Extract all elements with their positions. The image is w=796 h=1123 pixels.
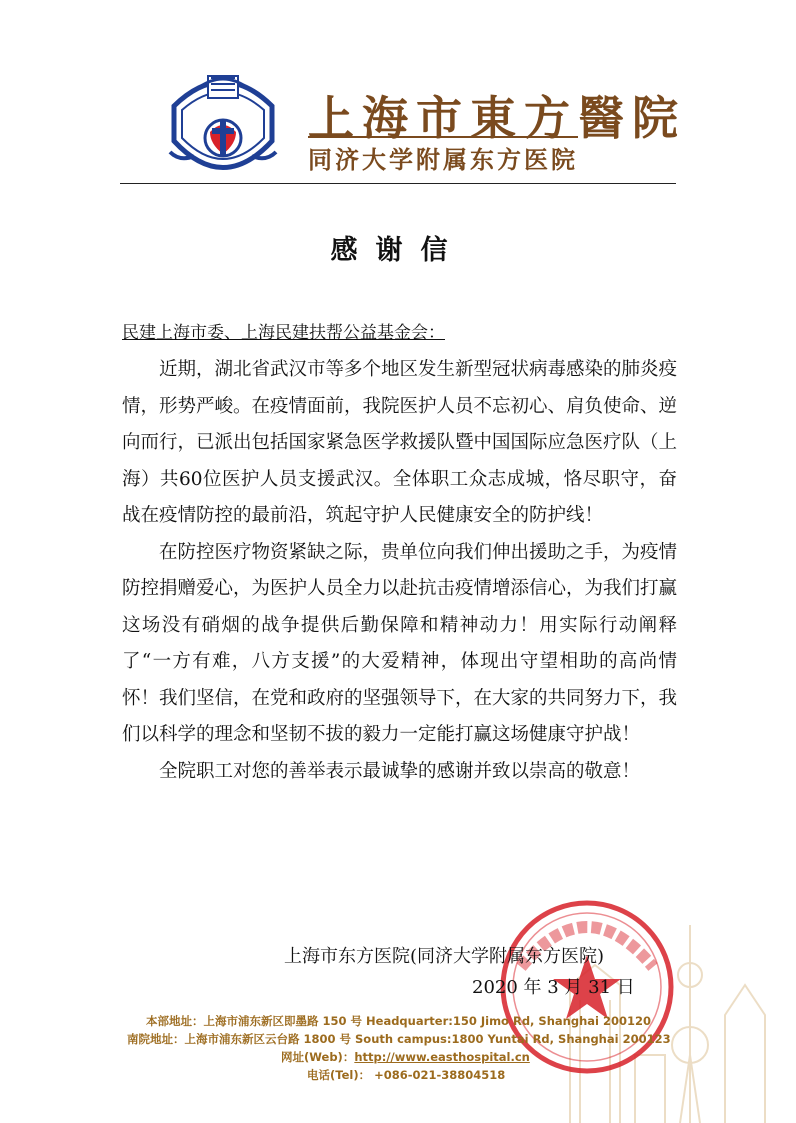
- letter-paragraph: 全院职工对您的善举表示最诚挚的感谢并致以崇高的敬意！: [159, 760, 641, 782]
- header-divider: [120, 183, 676, 184]
- letter-paragraph: 近期，湖北省武汉市等多个地区发生新型冠状病毒感染的肺炎疫情，形势严峻。在疫情面前，我院医护人员不忘初心、肩负使命、逆向而行，已派出包括国家紧急医学救援队暨中国国际应急医疗队（上海）共60位医护人员支援武汉。全体职工众志成城，恪尽职守，奋战在疫情防控的最前沿，筑起守护人民健康安全的防护线！: [122, 359, 678, 526]
- footer-main-address: 本部地址：上海市浦东新区即墨路 150 号 Headquarter:150 Jimo Rd, Shanghai 200120: [146, 1014, 651, 1028]
- hospital-emblem-logo: [168, 66, 278, 184]
- footer-south-address: 南院地址：上海市浦东新区云台路 1800 号 South campus:1800 Yuntai Rd, Shanghai 200123: [127, 1032, 671, 1046]
- letter-title: 感谢信: [330, 235, 466, 266]
- footer-web-label: 网址(Web)：: [281, 1050, 355, 1064]
- letter-salutation: 民建上海市委、上海民建扶帮公益基金会：: [122, 323, 445, 343]
- website-link[interactable]: http://www.easthospital.cn: [354, 1050, 530, 1064]
- letter-body: [122, 352, 677, 790]
- hospital-name: 上海市東方醫院: [308, 91, 686, 145]
- letter-paragraph: 在防控医疗物资紧缺之际，贵单位向我们伸出援助之手，为疫情防控捐赠爱心，为医护人员全力以赴抗击疫情增添信心，为我们打赢这场没有硝烟的战争提供后勤保障和精神动力！用实际行动阐释了“一方有难，八方支援”的大爱精神，体现出守望相助的高尚情怀！我们坚信，在党和政府的坚强领导下，在大家的共同努力下，我们以科学的理念和坚韧不拔的毅力一定能打赢这场健康守护战！: [122, 541, 678, 745]
- footer-website: [0, 1049, 796, 1065]
- hospital-subtitle: 同济大学附属东方医院: [308, 136, 578, 175]
- letter-signature: 上海市东方医院(同济大学附属东方医院): [284, 946, 605, 967]
- footer-telephone: 电话(Tel)： +086-021-38804518: [307, 1068, 506, 1082]
- letter-date: 2020 年 3 月 31 日: [472, 977, 635, 998]
